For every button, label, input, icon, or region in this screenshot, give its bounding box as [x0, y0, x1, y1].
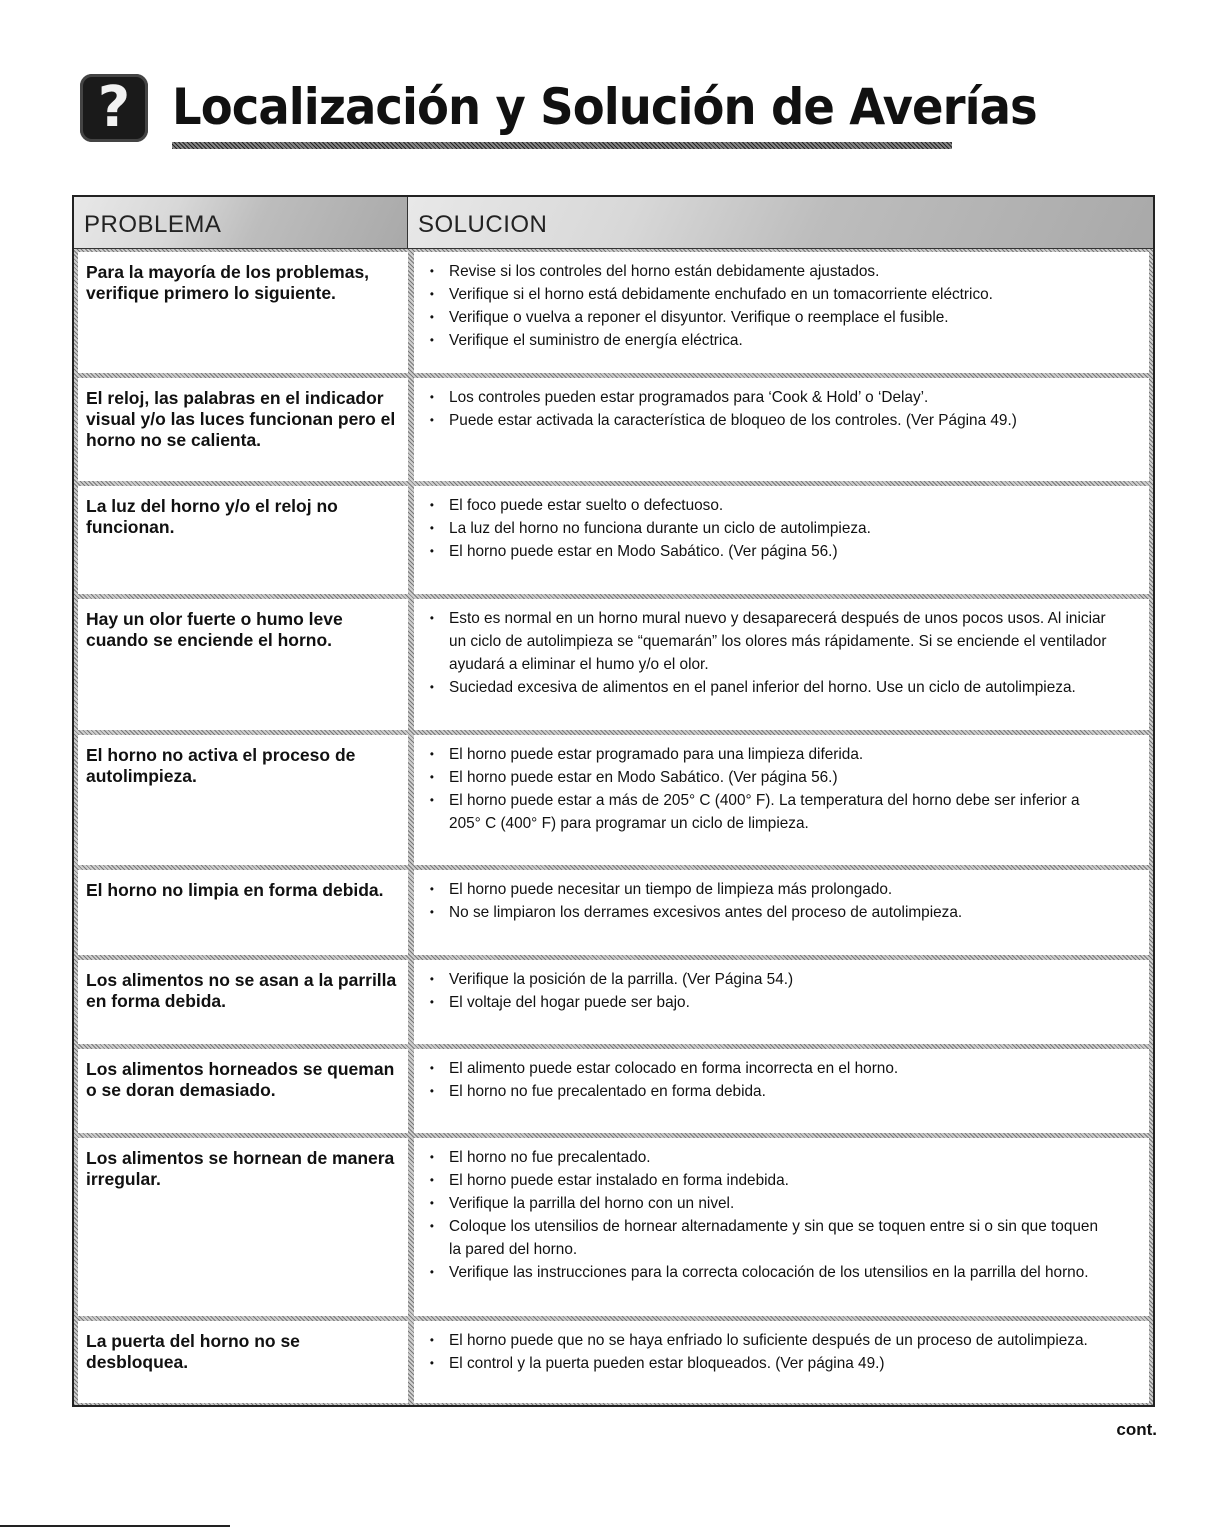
- solution-item: • Verifique las instrucciones para la correcta colocación de los utensilios en la parrilla del horno.: [426, 1261, 1112, 1284]
- problem-cell: Para la mayoría de los problemas, verifique primero lo siguiente.: [78, 252, 408, 373]
- solution-column-header: SOLUCION: [408, 197, 1153, 249]
- page-title: Localización y Solución de Averías: [172, 78, 1037, 136]
- solution-item: • El foco puede estar suelto o defectuoso.: [426, 494, 1112, 517]
- footer-rule: [0, 1525, 230, 1527]
- problem-cell: El horno no activa el proceso de autolimpieza.: [78, 735, 408, 865]
- table-row: [76, 960, 1151, 1044]
- table-row: [76, 870, 1151, 955]
- title-underline: [172, 142, 952, 149]
- problem-cell: El reloj, las palabras en el indicador visual y/o las luces funcionan pero el horno no se calienta.: [78, 378, 408, 481]
- solution-item: • El horno puede estar instalado en forma indebida.: [426, 1169, 1112, 1192]
- problem-cell: La puerta del horno no se desbloquea.: [78, 1321, 408, 1403]
- solution-item: • El horno puede estar programado para una limpieza diferida.: [426, 743, 1112, 766]
- solution-item: • Puede estar activada la característica de bloqueo de los controles. (Ver Página 49.): [426, 409, 1112, 432]
- solution-item: • El horno no fue precalentado.: [426, 1146, 1112, 1169]
- troubleshooting-table: [72, 195, 1155, 1407]
- solution-cell: [414, 735, 1149, 865]
- solution-cell: [414, 486, 1149, 594]
- table-row: [76, 378, 1151, 481]
- continued-label: cont.: [1116, 1420, 1157, 1439]
- problem-column-header: PROBLEMA: [74, 197, 408, 249]
- problem-cell: Hay un olor fuerte o humo leve cuando se enciende el horno.: [78, 599, 408, 730]
- solution-cell: [414, 378, 1149, 481]
- solution-item: • Verifique si el horno está debidamente enchufado en un tomacorriente eléctrico.: [426, 283, 1112, 306]
- question-icon: ?: [80, 74, 148, 142]
- solution-item: • Esto es normal en un horno mural nuevo y desaparecerá después de unos pocos usos. Al iniciar un ciclo de autolimpieza se “quemarán” los olores más rápidamente. Si se enciende el ventilador ayudará a eliminar el humo y/o el olor.: [426, 607, 1112, 676]
- solution-item: • El horno no fue precalentado en forma debida.: [426, 1080, 1112, 1103]
- solution-cell: [414, 1138, 1149, 1316]
- table-header: [74, 197, 1153, 249]
- table-row: [76, 1321, 1151, 1403]
- solution-cell: [414, 599, 1149, 730]
- table-row: [76, 252, 1151, 373]
- solution-item: • El voltaje del hogar puede ser bajo.: [426, 991, 1112, 1014]
- solution-item: • El control y la puerta pueden estar bloqueados. (Ver página 49.): [426, 1352, 1112, 1375]
- problem-cell: El horno no limpia en forma debida.: [78, 870, 408, 955]
- solution-item: • La luz del horno no funciona durante un ciclo de autolimpieza.: [426, 517, 1112, 540]
- solution-cell: [414, 1321, 1149, 1403]
- solution-cell: [414, 1049, 1149, 1133]
- problem-cell: La luz del horno y/o el reloj no funcionan.: [78, 486, 408, 594]
- table-row: [76, 599, 1151, 730]
- problem-cell: Los alimentos no se asan a la parrilla en forma debida.: [78, 960, 408, 1044]
- solution-cell: [414, 252, 1149, 373]
- solution-item: • Verifique la posición de la parrilla. (Ver Página 54.): [426, 968, 1112, 991]
- table-row: [76, 1138, 1151, 1316]
- table-row: [76, 735, 1151, 865]
- solution-item: • Revise si los controles del horno están debidamente ajustados.: [426, 260, 1112, 283]
- solution-item: • Verifique o vuelva a reponer el disyuntor. Verifique o reemplace el fusible.: [426, 306, 1112, 329]
- solution-item: • El horno puede estar a más de 205° C (400° F). La temperatura del horno debe ser inferior a 205° C (400° F) para programar un ciclo de limpieza.: [426, 789, 1112, 835]
- table-row: [76, 1049, 1151, 1133]
- solution-item: • El horno puede estar en Modo Sabático. (Ver página 56.): [426, 766, 1112, 789]
- solution-cell: [414, 870, 1149, 955]
- solution-item: • El horno puede estar en Modo Sabático. (Ver página 56.): [426, 540, 1112, 563]
- solution-item: • Suciedad excesiva de alimentos en el panel inferior del horno. Use un ciclo de autolimpieza.: [426, 676, 1112, 699]
- solution-item: • Coloque los utensilios de hornear alternadamente y sin que se toquen entre si o sin que toquen la pared del horno.: [426, 1215, 1112, 1261]
- solution-item: • Los controles pueden estar programados para ‘Cook & Hold’ o ‘Delay’.: [426, 386, 1112, 409]
- page-header: [80, 72, 1037, 152]
- solution-item: • El horno puede que no se haya enfriado lo suficiente después de un proceso de autolimpieza.: [426, 1329, 1112, 1352]
- solution-item: • El alimento puede estar colocado en forma incorrecta en el horno.: [426, 1057, 1112, 1080]
- solution-item: • Verifique el suministro de energía eléctrica.: [426, 329, 1112, 352]
- solution-item: • No se limpiaron los derrames excesivos antes del proceso de autolimpieza.: [426, 901, 1112, 924]
- problem-cell: Los alimentos horneados se queman o se doran demasiado.: [78, 1049, 408, 1133]
- solution-item: • El horno puede necesitar un tiempo de limpieza más prolongado.: [426, 878, 1112, 901]
- problem-cell: Los alimentos se hornean de manera irregular.: [78, 1138, 408, 1316]
- table-row: [76, 486, 1151, 594]
- solution-cell: [414, 960, 1149, 1044]
- solution-item: • Verifique la parrilla del horno con un nivel.: [426, 1192, 1112, 1215]
